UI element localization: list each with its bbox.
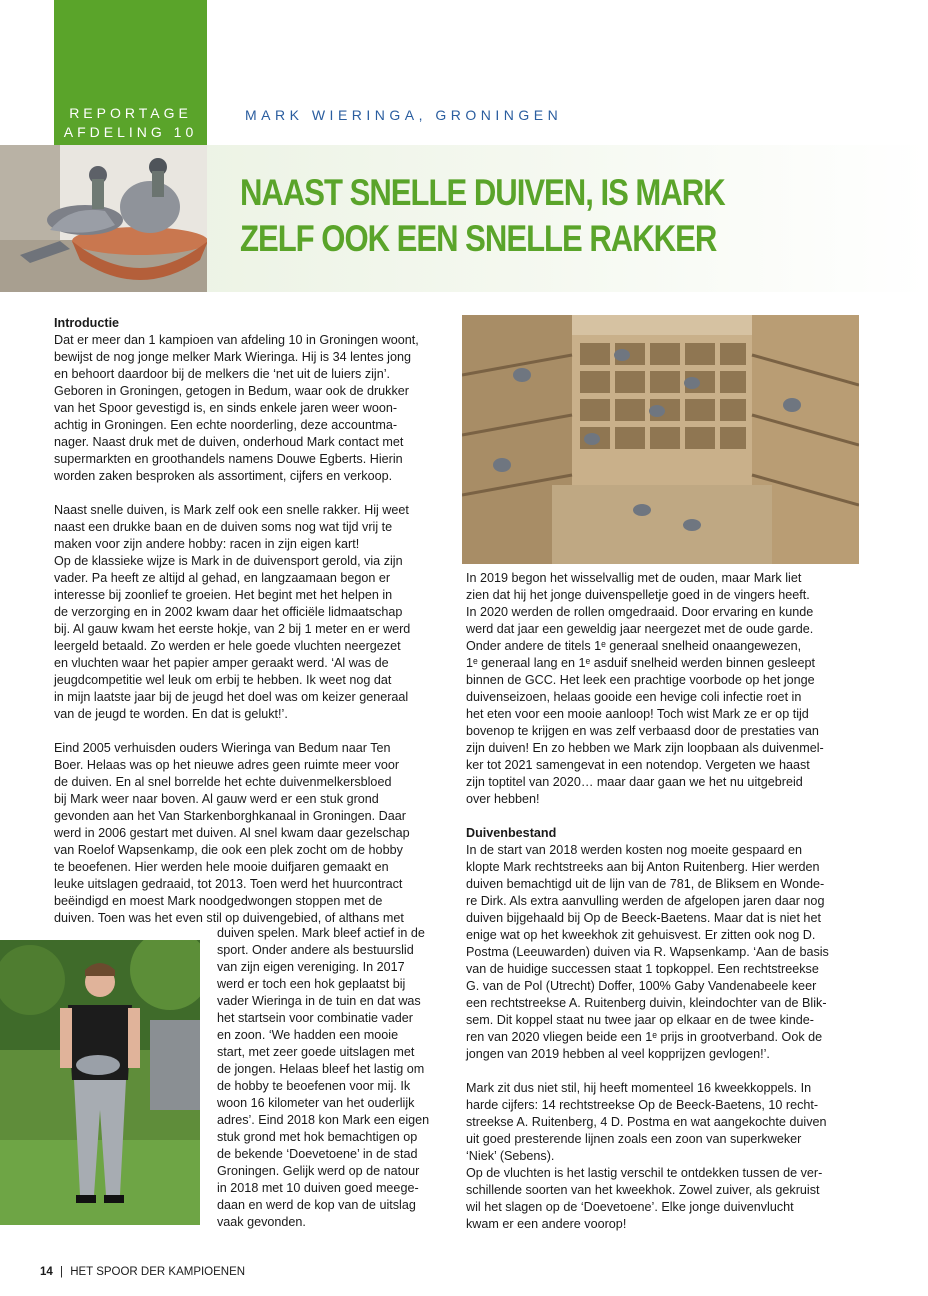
text-line: werd in 2006 gestart met duiven. Al snel kwam daar gezelschap bbox=[54, 826, 410, 840]
text-line: het startsein voor combinatie vader bbox=[217, 1011, 414, 1025]
text-line: Mark zit dus niet stil, hij heeft momenteel 16 kweekkoppels. In bbox=[466, 1081, 812, 1095]
text-line: bewijst de nog jonge melker Mark Wieringa. Hij is 34 lentes jong bbox=[54, 350, 411, 364]
right-para-2 bbox=[466, 842, 861, 1063]
person-photo bbox=[0, 940, 200, 1225]
text-line: daan en werd de kop van de uitslag bbox=[217, 1198, 416, 1212]
text-line: de verzorging en in 2002 kwam daar het officiële lidmaatschap bbox=[54, 605, 403, 619]
text-line: jeugdcompetitie wel leuk om erbij te hebben. Ik weet nog dat bbox=[54, 673, 392, 687]
left-column-narrow bbox=[217, 925, 449, 1231]
text-line: start, met zeer goede uitslagen met bbox=[217, 1045, 415, 1059]
text-line: van de huidige successen staat 1 topkoppel. Een rechtstreekse bbox=[466, 962, 819, 976]
text-line: achtig in Groningen. Een echte noorderling, deze accountma- bbox=[54, 418, 398, 432]
text-line: duiven spelen. Mark bleef actief in de bbox=[217, 926, 425, 940]
right-para-3 bbox=[466, 1080, 861, 1233]
text-line: Op de vluchten is het lastig verschil te ontdekken tussen de ver- bbox=[466, 1166, 823, 1180]
text-line: Eind 2005 verhuisden ouders Wieringa van Bedum naar Ten bbox=[54, 741, 391, 755]
text-line: ren van 2020 vliegen beide een 1ᵉ prijs in grootverband. Ook de bbox=[466, 1030, 823, 1044]
section-label-line1: REPORTAGE bbox=[69, 105, 192, 121]
text-line: binnen de GCC. Het leek een prachtige voorbode op het jonge bbox=[466, 673, 815, 687]
text-line: werd er toch een hok geplaatst bij bbox=[217, 977, 406, 991]
text-line: sem. Dit koppel staat nu twee jaar op elkaar en de twee kinde- bbox=[466, 1013, 814, 1027]
text-line: en zoon. ‘We hadden een mooie bbox=[217, 1028, 399, 1042]
page-number: 14 bbox=[40, 1266, 53, 1278]
text-line: bij Mark weer naar boven. Al gauw werd er een stuk grond bbox=[54, 792, 379, 806]
text-line: Groningen. Gelijk werd op de natour bbox=[217, 1164, 420, 1178]
text-line: leergeld betaald. Zo werden er hele goede vluchten neergezet bbox=[54, 639, 401, 653]
text-line: worden zaken besproken als assortiment, cijfers en verkoop. bbox=[54, 469, 393, 483]
text-line: woon 16 kilometer van het ouderlijk bbox=[217, 1096, 415, 1110]
text-line: harde cijfers: 14 rechtstreekse Op de Beeck-Baetens, 10 recht- bbox=[466, 1098, 819, 1112]
text-line: en behoort daardoor bij de melkers die ‘net uit de luiers zijn’. bbox=[54, 367, 391, 381]
text-line: en vluchten waar het papier amper geraakt werd. ‘Al was de bbox=[54, 656, 389, 670]
text-line: vader Wieringa in de tuin en dat was bbox=[217, 994, 421, 1008]
text-line: van Roelof Wapsenkamp, die ook een plek zocht om de hobby bbox=[54, 843, 403, 857]
text-line: bovenop te krijgen en was zelf verbaasd door de prestaties van bbox=[466, 724, 819, 738]
text-line: Op de klassieke wijze is Mark in de duivensport gerold, via zijn bbox=[54, 554, 403, 568]
text-line: ker tot 2021 samengevat in een notendop. Vergeten we haast bbox=[466, 758, 810, 772]
left-para-1 bbox=[54, 332, 449, 485]
left-para-3 bbox=[54, 740, 449, 927]
text-line: zijn duiven! En zo hebben we Mark zijn loopbaan als duivenmel- bbox=[466, 741, 824, 755]
text-line: streekse A. Ruitenberg, 4 D. Postma en wat aangekochte duiven bbox=[466, 1115, 827, 1129]
text-line: enige wat op het kweekhok zit gehuisvest. Er zitten ook nog D. bbox=[466, 928, 816, 942]
text-line: jongen van 2019 hebben al veel kopprijzen gevlogen!’. bbox=[466, 1047, 770, 1061]
text-line: Naast snelle duiven, is Mark zelf ook een snelle rakker. Hij weet bbox=[54, 503, 409, 517]
headline bbox=[240, 170, 778, 262]
text-line: wil het slagen op de ‘Doevetoene’. Elke jonge duivenvlucht bbox=[466, 1200, 794, 1214]
subheading-introductie: Introductie bbox=[54, 316, 120, 330]
text-line: uit goed presterende lijnen zoals een zoon van superkweker bbox=[466, 1132, 802, 1146]
right-column bbox=[466, 570, 861, 1233]
text-line: schillende soorten van het kweekhok. Zowel zuiver, als gekruist bbox=[466, 1183, 820, 1197]
text-line: duiven. Toen was het even stil op duivengebied, of althans met bbox=[54, 911, 404, 925]
text-line: vader. Pa heeft ze altijd al gehad, en langzaamaan begon er bbox=[54, 571, 391, 585]
text-line: van het Spoor gevestigd is, en sinds enkele jaren weer woon- bbox=[54, 401, 398, 415]
text-line: In 2020 werden de rollen omgedraaid. Door ervaring en kunde bbox=[466, 605, 814, 619]
text-line: zien dat hij het jonge duivenspelletje goed in de vingers heeft. bbox=[466, 588, 810, 602]
text-line: de hobby te beoefenen voor mij. Ik bbox=[217, 1079, 411, 1093]
byline: MARK WIERINGA, GRONINGEN bbox=[245, 107, 563, 123]
text-line: 1ᵉ generaal lang en 1ᵉ asduif snelheid werden binnen gesleept bbox=[466, 656, 815, 670]
text-line: ‘Niek’ (Sebens). bbox=[466, 1149, 555, 1163]
text-line: G. van de Pol (Utrecht) Doffer, 100% Gaby Vandenabeele keer bbox=[466, 979, 817, 993]
subheading-duivenbestand: Duivenbestand bbox=[466, 826, 557, 840]
text-line: vaak gevonden. bbox=[217, 1215, 306, 1229]
text-line: de jongen. Helaas bleef het lastig om bbox=[217, 1062, 425, 1076]
text-line: gevonden aan het Van Starkenborghkanaal in Groningen. Daar bbox=[54, 809, 406, 823]
text-line: Postma (Leeuwarden) duiven via R. Wapsenkamp. ‘Aan de basis bbox=[466, 945, 829, 959]
pigeons-photo bbox=[0, 145, 207, 292]
right-para-1 bbox=[466, 570, 861, 808]
text-line: van zijn eigen vereniging. In 2017 bbox=[217, 960, 405, 974]
text-line: te beoefenen. Hier werden hele mooie duifjaren gemaakt en bbox=[54, 860, 389, 874]
text-line: klopte Mark rechtstreeks aan bij Anton Ruitenberg. Hier werden bbox=[466, 860, 820, 874]
text-line: re Dirk. Als extra aanvulling werden de afgelopen jaren daar nog bbox=[466, 894, 825, 908]
headline-line1: NAAST SNELLE DUIVEN, IS MARK bbox=[240, 172, 725, 213]
text-line: maken voor zijn andere hobby: racen in zijn eigen kart! bbox=[54, 537, 360, 551]
text-line: werd dat jaar een geweldig jaar neergezet met de oude garde. bbox=[466, 622, 814, 636]
text-line: zijn toptitel van 2020… maar daar gaan we het nu uitgebreid bbox=[466, 775, 803, 789]
text-line: in 2018 met 10 duiven goed meege- bbox=[217, 1181, 419, 1195]
page-footer bbox=[40, 1266, 245, 1278]
loft-photo bbox=[462, 315, 859, 564]
text-line: stuk grond met hok bemachtigen op bbox=[217, 1130, 418, 1144]
left-para-3-continued bbox=[217, 925, 449, 1231]
text-line: beëindigd en moest Mark noodgedwongen stoppen met de bbox=[54, 894, 383, 908]
text-line: nager. Naast druk met de duiven, onderhoud Mark contact met bbox=[54, 435, 404, 449]
text-line: duiven bemachtigd uit de lijn van de 781, de Bliksem en Wonde- bbox=[466, 877, 825, 891]
text-line: Dat er meer dan 1 kampioen van afdeling 10 in Groningen woont, bbox=[54, 333, 419, 347]
text-line: Onder andere de titels 1ᵉ generaal snelheid onaangewezen, bbox=[466, 639, 802, 653]
text-line: naast een drukke baan en de duiven soms nog wat tijd vrij te bbox=[54, 520, 393, 534]
text-line: interesse bij zoonlief te groeien. Het begint met het helpen in bbox=[54, 588, 393, 602]
section-label bbox=[54, 104, 207, 142]
text-line: adres’. Eind 2018 kon Mark een eigen bbox=[217, 1113, 430, 1127]
section-label-line2: AFDELING 10 bbox=[63, 124, 198, 140]
left-column bbox=[54, 315, 449, 927]
left-para-2 bbox=[54, 502, 449, 723]
text-line: het eten voor een mooie aanloop! Toch wist Mark ze er op tijd bbox=[466, 707, 809, 721]
text-line: over hebben! bbox=[466, 792, 540, 806]
text-line: de bekende ‘Doevetoene’ in de stad bbox=[217, 1147, 418, 1161]
text-line: Boer. Helaas was op het nieuwe adres geen ruimte meer voor bbox=[54, 758, 400, 772]
text-line: duiven bijgehaald bij Op de Beeck-Baetens. Maar dat is niet het bbox=[466, 911, 821, 925]
footer-separator: | bbox=[60, 1266, 63, 1278]
text-line: supermarkten en groothandels namens Douwe Egberts. Hierin bbox=[54, 452, 403, 466]
text-line: duivenseizoen, helaas gooide een hevige coli infectie roet in bbox=[466, 690, 802, 704]
text-line: kwam er een andere voorop! bbox=[466, 1217, 627, 1231]
text-line: Geboren in Groningen, getogen in Bedum, waar ook de drukker bbox=[54, 384, 409, 398]
text-line: leuke uitslagen gedraaid, tot 2013. Toen werd het huurcontract bbox=[54, 877, 403, 891]
magazine-name: HET SPOOR DER KAMPIOENEN bbox=[70, 1266, 246, 1278]
headline-line2: ZELF OOK EEN SNELLE RAKKER bbox=[240, 218, 717, 259]
text-line: bij. Al gauw kwam het eerste hokje, van 2 bij 1 meter en er werd bbox=[54, 622, 411, 636]
text-line: In de start van 2018 werden kosten nog moeite gespaard en bbox=[466, 843, 803, 857]
text-line: de duiven. En al snel borrelde het echte duivenmelkersbloed bbox=[54, 775, 392, 789]
text-line: sport. Onder andere als bestuurslid bbox=[217, 943, 414, 957]
text-line: In 2019 begon het wisselvallig met de ouden, maar Mark liet bbox=[466, 571, 802, 585]
text-line: van de jeugd te worden. En dat is gelukt!’. bbox=[54, 707, 288, 721]
text-line: in mijn laatste jaar bij de jeugd het doel was om keizer generaal bbox=[54, 690, 409, 704]
text-line: een rechtstreekse A. Ruitenberg duivin, kleindochter van de Blik- bbox=[466, 996, 827, 1010]
